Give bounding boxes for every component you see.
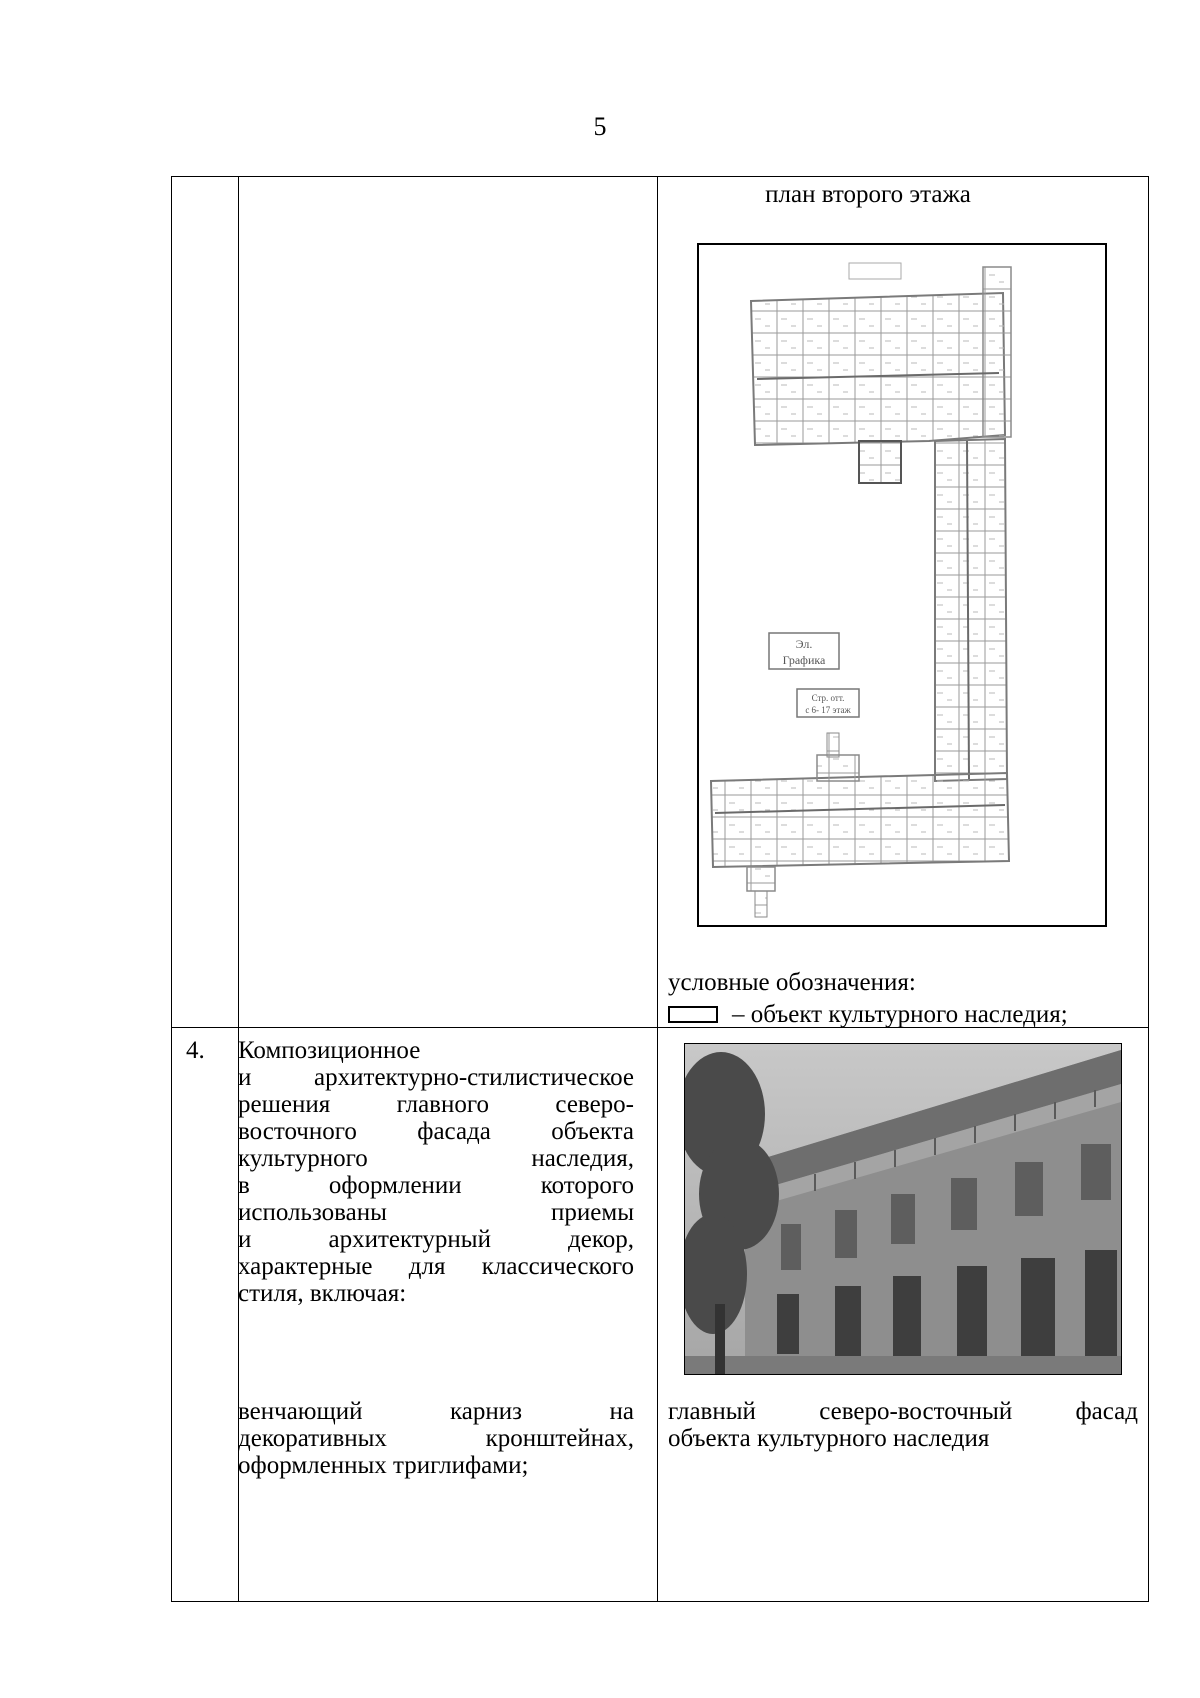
row-number: 4. (186, 1037, 205, 1064)
description-line-6: в оформлении которого (238, 1172, 634, 1199)
description-line-8: и архитектурный декор, (238, 1226, 634, 1253)
column-divider-2 (657, 177, 658, 1601)
heritage-table (171, 176, 1149, 1602)
facade-photo (684, 1043, 1122, 1375)
legend-swatch (668, 1006, 718, 1023)
description-line-1: Композиционное (238, 1037, 421, 1064)
photo-caption-line-1: главный северо-восточный фасад (668, 1398, 1138, 1425)
description-line-2: и архитектурно-стилистическое (238, 1064, 634, 1091)
photo-caption-line-2: объекта культурного наследия (668, 1425, 990, 1452)
description-line-7: использованы приемы (238, 1199, 634, 1226)
floor-plan-drawing (699, 245, 1105, 925)
legend-item (668, 1001, 1068, 1028)
description-line-5: культурного наследия, (238, 1145, 634, 1172)
column-divider-1 (238, 177, 239, 1601)
plan-label-1b: Графика (782, 653, 826, 667)
plan-label-1a: Эл. (795, 637, 813, 651)
description-line-3: решения главного северо- (238, 1091, 634, 1118)
description-line-10: стиля, включая: (238, 1280, 407, 1307)
element-line-1: венчающий карниз на (238, 1398, 634, 1425)
description-line-9: характерные для классического (238, 1253, 634, 1280)
page-number: 5 (593, 112, 607, 141)
legend-item-label: – объект культурного наследия; (732, 1001, 1068, 1028)
description-line-4: восточного фасада объекта (238, 1118, 634, 1145)
plan-label-2b: с 6- 17 этаж (805, 705, 851, 715)
element-line-2: декоративных кронштейнах, (238, 1425, 634, 1452)
floor-plan-image (697, 243, 1107, 927)
legend-title: условные обозначения: (668, 969, 916, 996)
plan-label-2a: Стр. отт. (811, 693, 845, 703)
facade-photo-drawing (685, 1044, 1121, 1374)
plan-title: план второго этажа (765, 181, 971, 208)
element-line-3: оформленных триглифами; (238, 1452, 529, 1479)
